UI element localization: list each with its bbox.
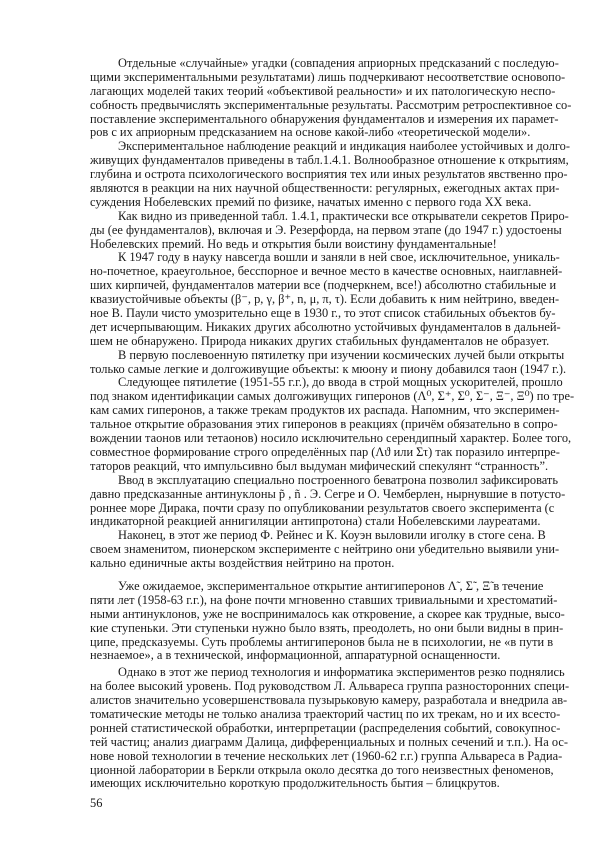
text-line: шем не обнаружено. Природа никаких других стабильных фундаменталов не образует. bbox=[90, 333, 550, 348]
text-line: К 1947 году в науку навсегда вошли и заняли в ней свое, исключительное, уникаль- bbox=[118, 250, 560, 265]
page-number: 56 bbox=[90, 796, 103, 810]
text-line: тей частиц; анализ диаграмм Далица, дифференциальных и полных сечений и т.п.). На ос- bbox=[90, 734, 568, 749]
text-line: тальное открытие образования этих гиперонов в реакциях (причём обязательно в сопро- bbox=[90, 417, 558, 432]
paragraph bbox=[90, 375, 575, 473]
text-line: собность предвычислять экспериментальные результаты. Рассмотрим ретроспективное со- bbox=[90, 97, 572, 112]
text-line: ципе, предсказуемы. Суть проблемы антигиперонов была не в психологии, не «в пути в bbox=[90, 634, 554, 649]
text-line: Следующее пятилетие (1951-55 г.г.), до ввода в строй мощных ускорителей, прошло bbox=[118, 375, 563, 390]
text-line: ров с их априорным предсказанием на основе какой-либо «теоретической модели». bbox=[90, 125, 531, 140]
text-line: незнаемое», а в технической, информационной, аппаратурной оснащенности. bbox=[90, 648, 501, 663]
text-line: В первую послевоенную пятилетку при изучении космических лучей были открыты bbox=[118, 347, 565, 362]
text-line: суждения Нобелевских премий по физике, начатых именно с первого года XX века. bbox=[90, 194, 532, 209]
text-line: ших кирпичей, фундаменталов материи все (подчеркнем, все!) абсолютно стабильные и bbox=[90, 278, 557, 293]
text-line: ционной лаборатории в Беркли открыла около десятка до того неизвестных феноменов, bbox=[90, 762, 554, 777]
text-line: Ввод в эксплуатацию специально построенного беватрона позволил зафиксировать bbox=[118, 472, 558, 487]
text-line: только самые легкие и долгоживущие объекты: к мюону и пиону добавился таон (1947 г.). bbox=[90, 361, 567, 376]
text-line: давно предсказанные антинуклоны p̃ , ñ . Э. Сегре и О. Чемберлен, нырнувшие в потусто- bbox=[90, 486, 566, 501]
text-line: живущих фундаменталов приведены в табл.1.4.1. Волнообразное отношение к открытиям, bbox=[90, 153, 569, 168]
text-line: под знаком идентификации самых долгоживущих гиперонов (Λ⁰, Σ⁺, Σ⁰, Σ⁻, Ξ⁻, Ξ⁰) по тре- bbox=[90, 389, 575, 404]
text-line: нове новой технологии в течение нескольких лет (1960-62 г.г.) группа Альвареса в Радиа- bbox=[90, 748, 563, 763]
text-line: Отдельные «случайные» угадки (совпадения априорных предсказаний с последую- bbox=[118, 56, 559, 70]
text-line: на более высокий уровень. Под руководством Л. Альвареса группа разносторонних специ- bbox=[90, 679, 570, 694]
text-line: имеющих исключительно короткую продолжительность бытия – блицкрутов. bbox=[90, 776, 500, 791]
text-line: таторов реакций, что импульсивно был выдуман мифический спекулянт “странность”. bbox=[90, 458, 549, 473]
paragraph bbox=[90, 56, 572, 140]
text-line: поставление экспериментального обнаружения фундаменталов и измерения их парамет- bbox=[90, 111, 559, 126]
text-line: алистов значительно усовершенствовала пузырьковую камеру, разработала и внедрила ав- bbox=[90, 693, 568, 708]
text-line: совместное формирование строго определённых пар (Λϑ или Στ) так поразило интерпре- bbox=[90, 444, 560, 459]
text-line: но-почетное, краеугольное, бесспорное и вечное место в качестве основных, наиглавней- bbox=[90, 264, 563, 279]
paragraph bbox=[90, 250, 563, 348]
paragraph bbox=[90, 472, 566, 530]
paragraph bbox=[90, 528, 560, 571]
text-line: кально единичные акты воздействия нейтрино на протон. bbox=[90, 556, 395, 571]
text-line: лагающих моделей таких теорий «объективой реальности» и их патологическую неспо- bbox=[90, 83, 556, 98]
paragraph bbox=[90, 139, 570, 209]
text-line: пяти лет (1958-63 г.г.), на фоне почти мгновенно ставших тривиальными и хрестоматий- bbox=[90, 592, 558, 607]
paragraph bbox=[90, 347, 567, 377]
text-line: ды (ее фундаменталов), включая и Э. Резерфорда, на первом этапе (до 1947 г.) удостоены bbox=[90, 222, 562, 237]
text-line: щими экспериментальными результатами) лишь подчеркивают несоответствие основопо- bbox=[90, 69, 566, 84]
text-line: вождении таонов или тетаонов) носило исключительно серендипный характер. Более того, bbox=[90, 431, 572, 446]
text-line: ными антинуклонов, уже не воспринималось как откровение, а скорее как трудные, высо- bbox=[90, 606, 565, 621]
text-line: роннее море Дирака, почти сразу по опубликовании результатов своего эксперимента (с bbox=[90, 500, 555, 515]
document-body bbox=[90, 56, 575, 791]
text-line: квазиустойчивые объекты (β⁻, p, γ, β⁺, n, μ, π, τ). Если добавить к ним нейтрино, введен- bbox=[90, 292, 560, 307]
text-line: Нобелевских премий. Но ведь и открытия были воистину фундаментальные! bbox=[90, 236, 497, 251]
text-line: глубина и острота психологического восприятия тех или иных результатов явственно про- bbox=[90, 167, 568, 182]
text-line: кие ступеньки. Эти ступеньки нужно было взять, преодолеть, но они были видны в прин- bbox=[90, 620, 564, 635]
text-line: ронней статистической обработки, интерпретации (распределения событий, совокупнос- bbox=[90, 720, 561, 735]
paragraph bbox=[90, 578, 565, 663]
text-line: Как видно из приведенной табл. 1.4.1, практически все открыватели секретов Приро- bbox=[118, 208, 569, 223]
paragraph bbox=[90, 665, 570, 791]
text-line: Наконец, в этот же период Ф. Рейнес и К. Коуэн выловили иголку в стоге сена. В bbox=[118, 528, 546, 543]
text-line: Уже ожидаемое, экспериментальное открытие антигиперонов Λ̃ , Σ̃ , Ξ̃ в течение bbox=[118, 578, 544, 593]
paragraph bbox=[90, 208, 569, 252]
text-line: дет исчерпывающим. Никаких других абсолютно устойчивых фундаменталов в дальней- bbox=[90, 319, 561, 334]
text-line: кам самих гиперонов, а также трекам продуктов их распада. Напомним, что эксперимен- bbox=[90, 403, 560, 418]
text-line: томатические методы не только анализа траекторий частиц по их трекам, но и их всесто- bbox=[90, 706, 561, 721]
text-line: индикаторной реакцией аннигиляции антипротона) стали Нобелевскими лауреатами. bbox=[90, 514, 541, 529]
text-line: являются в реакции на них научной общественности: регулярных, ежегодных актах при- bbox=[90, 181, 560, 196]
text-line: Однако в этот же период технология и информатика экспериментов резко поднялись bbox=[118, 665, 565, 680]
text-line: Экспериментальное наблюдение реакций и индикация наиболее устойчивых и долго- bbox=[118, 139, 570, 154]
text-line: своем знаменитом, пионерском эксперименте с нейтрино они убедительно выявили уни- bbox=[90, 542, 560, 557]
text-line: ное В. Паули чисто умозрительно еще в 1930 г., то этот список стабильных объектов бу- bbox=[90, 306, 556, 321]
